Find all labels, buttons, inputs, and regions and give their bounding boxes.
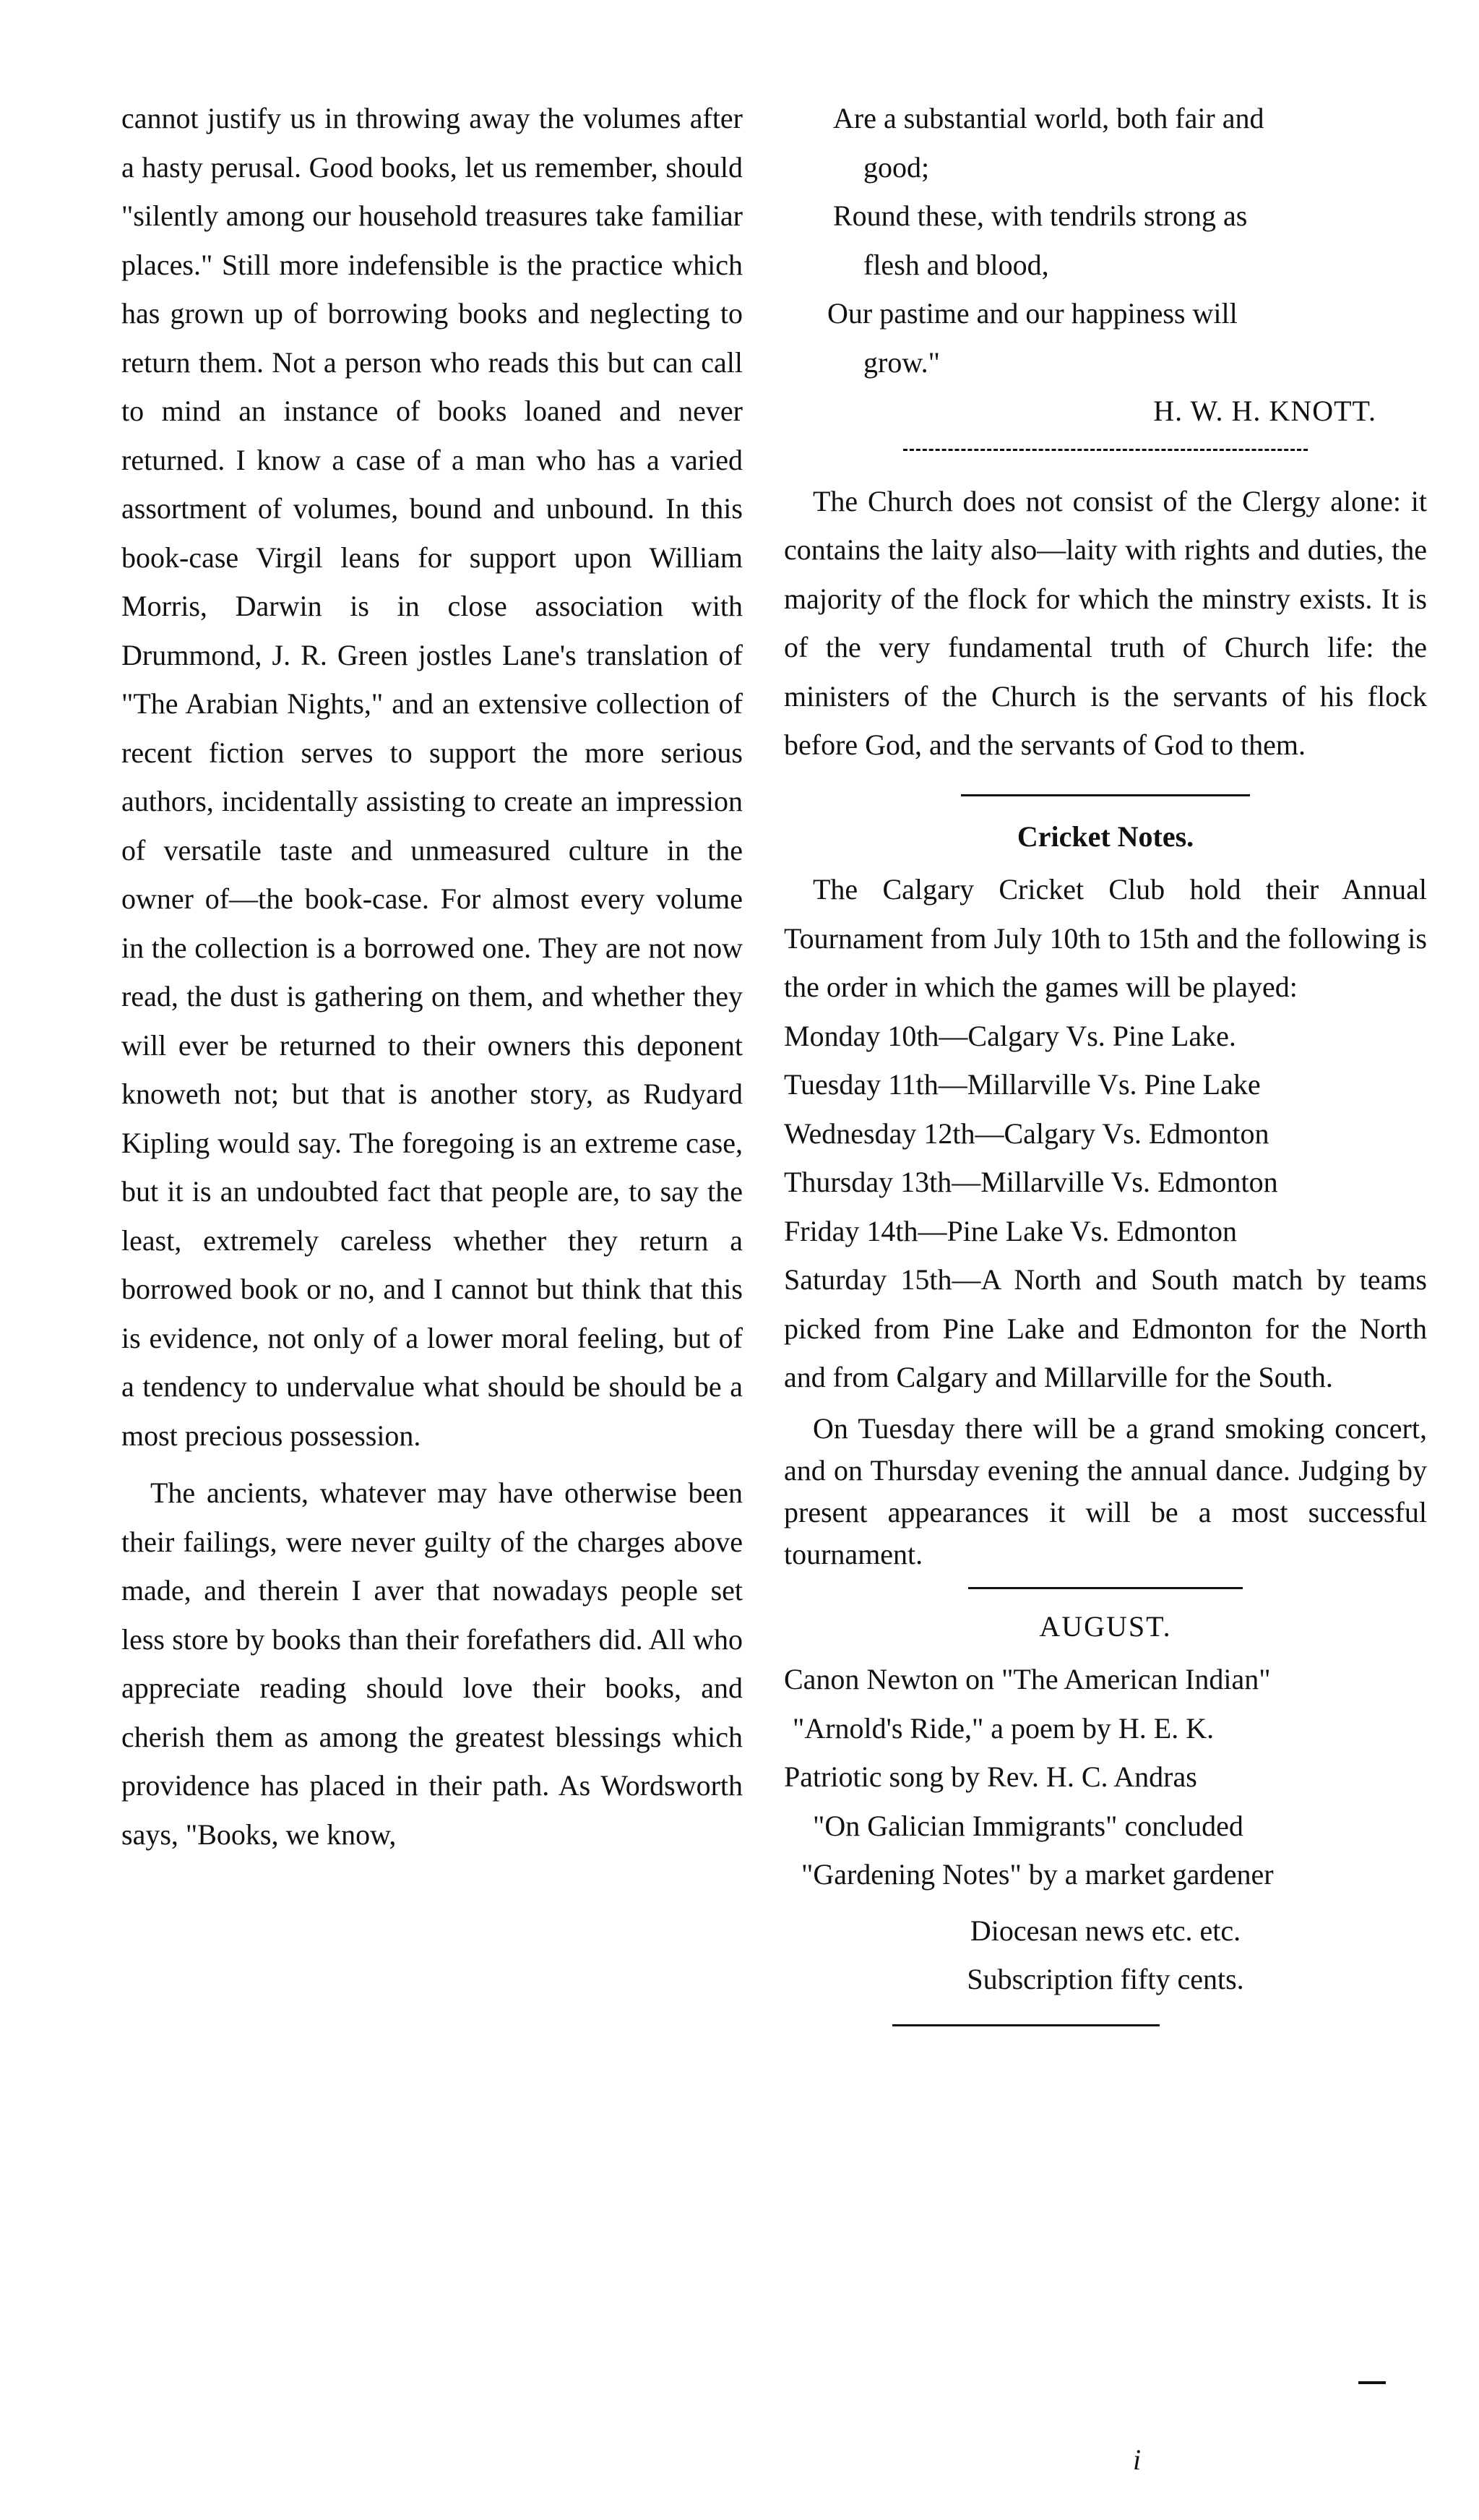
schedule-item: Monday 10th—Calgary Vs. Pine Lake. — [784, 1019, 1236, 1052]
august-item: Patriotic song by Rev. H. C. Andras — [784, 1760, 1197, 1793]
cricket-schedule — [784, 1012, 1427, 1402]
section-divider — [961, 794, 1250, 796]
page-marker: i — [1133, 2443, 1142, 2476]
poem-stanza — [784, 94, 1427, 436]
section-divider — [903, 449, 1308, 451]
books-paragraph-1: cannot justify us in throwing away the volumes after a hasty perusal. Good books, let us remember, should "silently among our household treasures take familiar places." Still more indefensible is the practice which has grown up of borrowing books and neglecting to return them. Not a person who reads this but can call to mind an instance of books loaned and never returned. I know a case of a man who has a varied assortment of volumes, bound and unbound. In this book-case Virgil leans for support upon William Morris, Darwin is in close association with Drummond, J. R. Green jostles Lane's translation of "The Arabian Nights," and an extensive collection of recent fiction serves to support the more serious authors, incidentally assisting to create an impression of versatile taste and unmeasured culture in the owner of—the book-case. For almost every volume in the collection is a borrowed one. They are not now read, the dust is gathering on them, and whether they will ever be returned to their owners this deponent knoweth not; but that is another story, as Rudyard Kipling would say. The foregoing is an extreme case, but it is an undoubted fact that people are, to say the least, extremely careless whether they return a borrowed book or no, and I cannot but think that this is evidence, not only of a lower moral feeling, but of a tendency to undervalue what should be should be a most precious possession. — [121, 102, 743, 1452]
cricket-closing: On Tuesday there will be a grand smoking concert, and on Thursday evening the annual dance. Judging by present appearances it will be a most successful tournament. — [784, 1411, 1427, 1570]
section-divider — [892, 2024, 1160, 2026]
poem-line: Our pastime and our happiness will — [827, 297, 1238, 330]
august-item: "On Galician Immigrants" concluded — [813, 1809, 1243, 1842]
books-paragraph-2: The ancients, whatever may have otherwise been their failings, were never guilty of the charges above made, and therein I aver that nowadays people set less store by books than their forefathers did. All who appreciate reading should love their books, and cherish them as among the greatest blessings which providence has placed in their path. As Wordsworth says, "Books, we know, — [121, 1476, 743, 1851]
august-item: "Gardening Notes" by a market gardener — [801, 1858, 1274, 1891]
schedule-item: Friday 14th—Pine Lake Vs. Edmonton — [784, 1214, 1237, 1247]
cricket-intro: The Calgary Cricket Club hold their Annual Tournament from July 10th to 15th and the following is the order in which the games will be played: — [784, 873, 1427, 1003]
august-footer: Subscription fifty cents. — [967, 1963, 1244, 1995]
left-column — [121, 94, 743, 1859]
poem-line: Are a substantial world, both fair and — [833, 102, 1264, 134]
august-contents — [784, 1655, 1427, 2004]
section-divider — [968, 1587, 1243, 1589]
poem-line: grow." — [863, 345, 940, 379]
august-heading: AUGUST. — [1039, 1609, 1172, 1643]
poem-author: H. W. H. KNOTT. — [1153, 395, 1376, 427]
poem-line: Round these, with tendrils strong as — [833, 199, 1248, 232]
print-mark — [1358, 2381, 1386, 2384]
cricket-heading: Cricket Notes. — [1017, 820, 1194, 853]
poem-line: flesh and blood, — [863, 248, 1049, 281]
right-column — [784, 94, 1427, 2026]
church-paragraph: The Church does not consist of the Clergy alone: it contains the laity also—laity with rights and duties, the majority of the flock for which the minstry exists. It is of the very fundamental truth of Church life: the ministers of the Church is the servants of his flock before God, and the servants of God to them. — [784, 484, 1427, 761]
schedule-item: Thursday 13th—Millarville Vs. Edmonton — [784, 1166, 1278, 1198]
schedule-item: Wednesday 12th—Calgary Vs. Edmonton — [784, 1117, 1269, 1150]
poem-line: good; — [863, 150, 930, 184]
august-item: "Arnold's Ride," a poem by H. E. K. — [793, 1711, 1215, 1745]
schedule-item: Saturday 15th—A North and South match by teams picked from Pine Lake and Edmonton for the North and from Calgary and Millarville for the South. — [784, 1263, 1427, 1393]
august-item: Canon Newton on "The American Indian" — [784, 1663, 1271, 1695]
august-footer: Diocesan news etc. etc. — [970, 1914, 1241, 1947]
schedule-item: Tuesday 11th—Millarville Vs. Pine Lake — [784, 1068, 1261, 1101]
